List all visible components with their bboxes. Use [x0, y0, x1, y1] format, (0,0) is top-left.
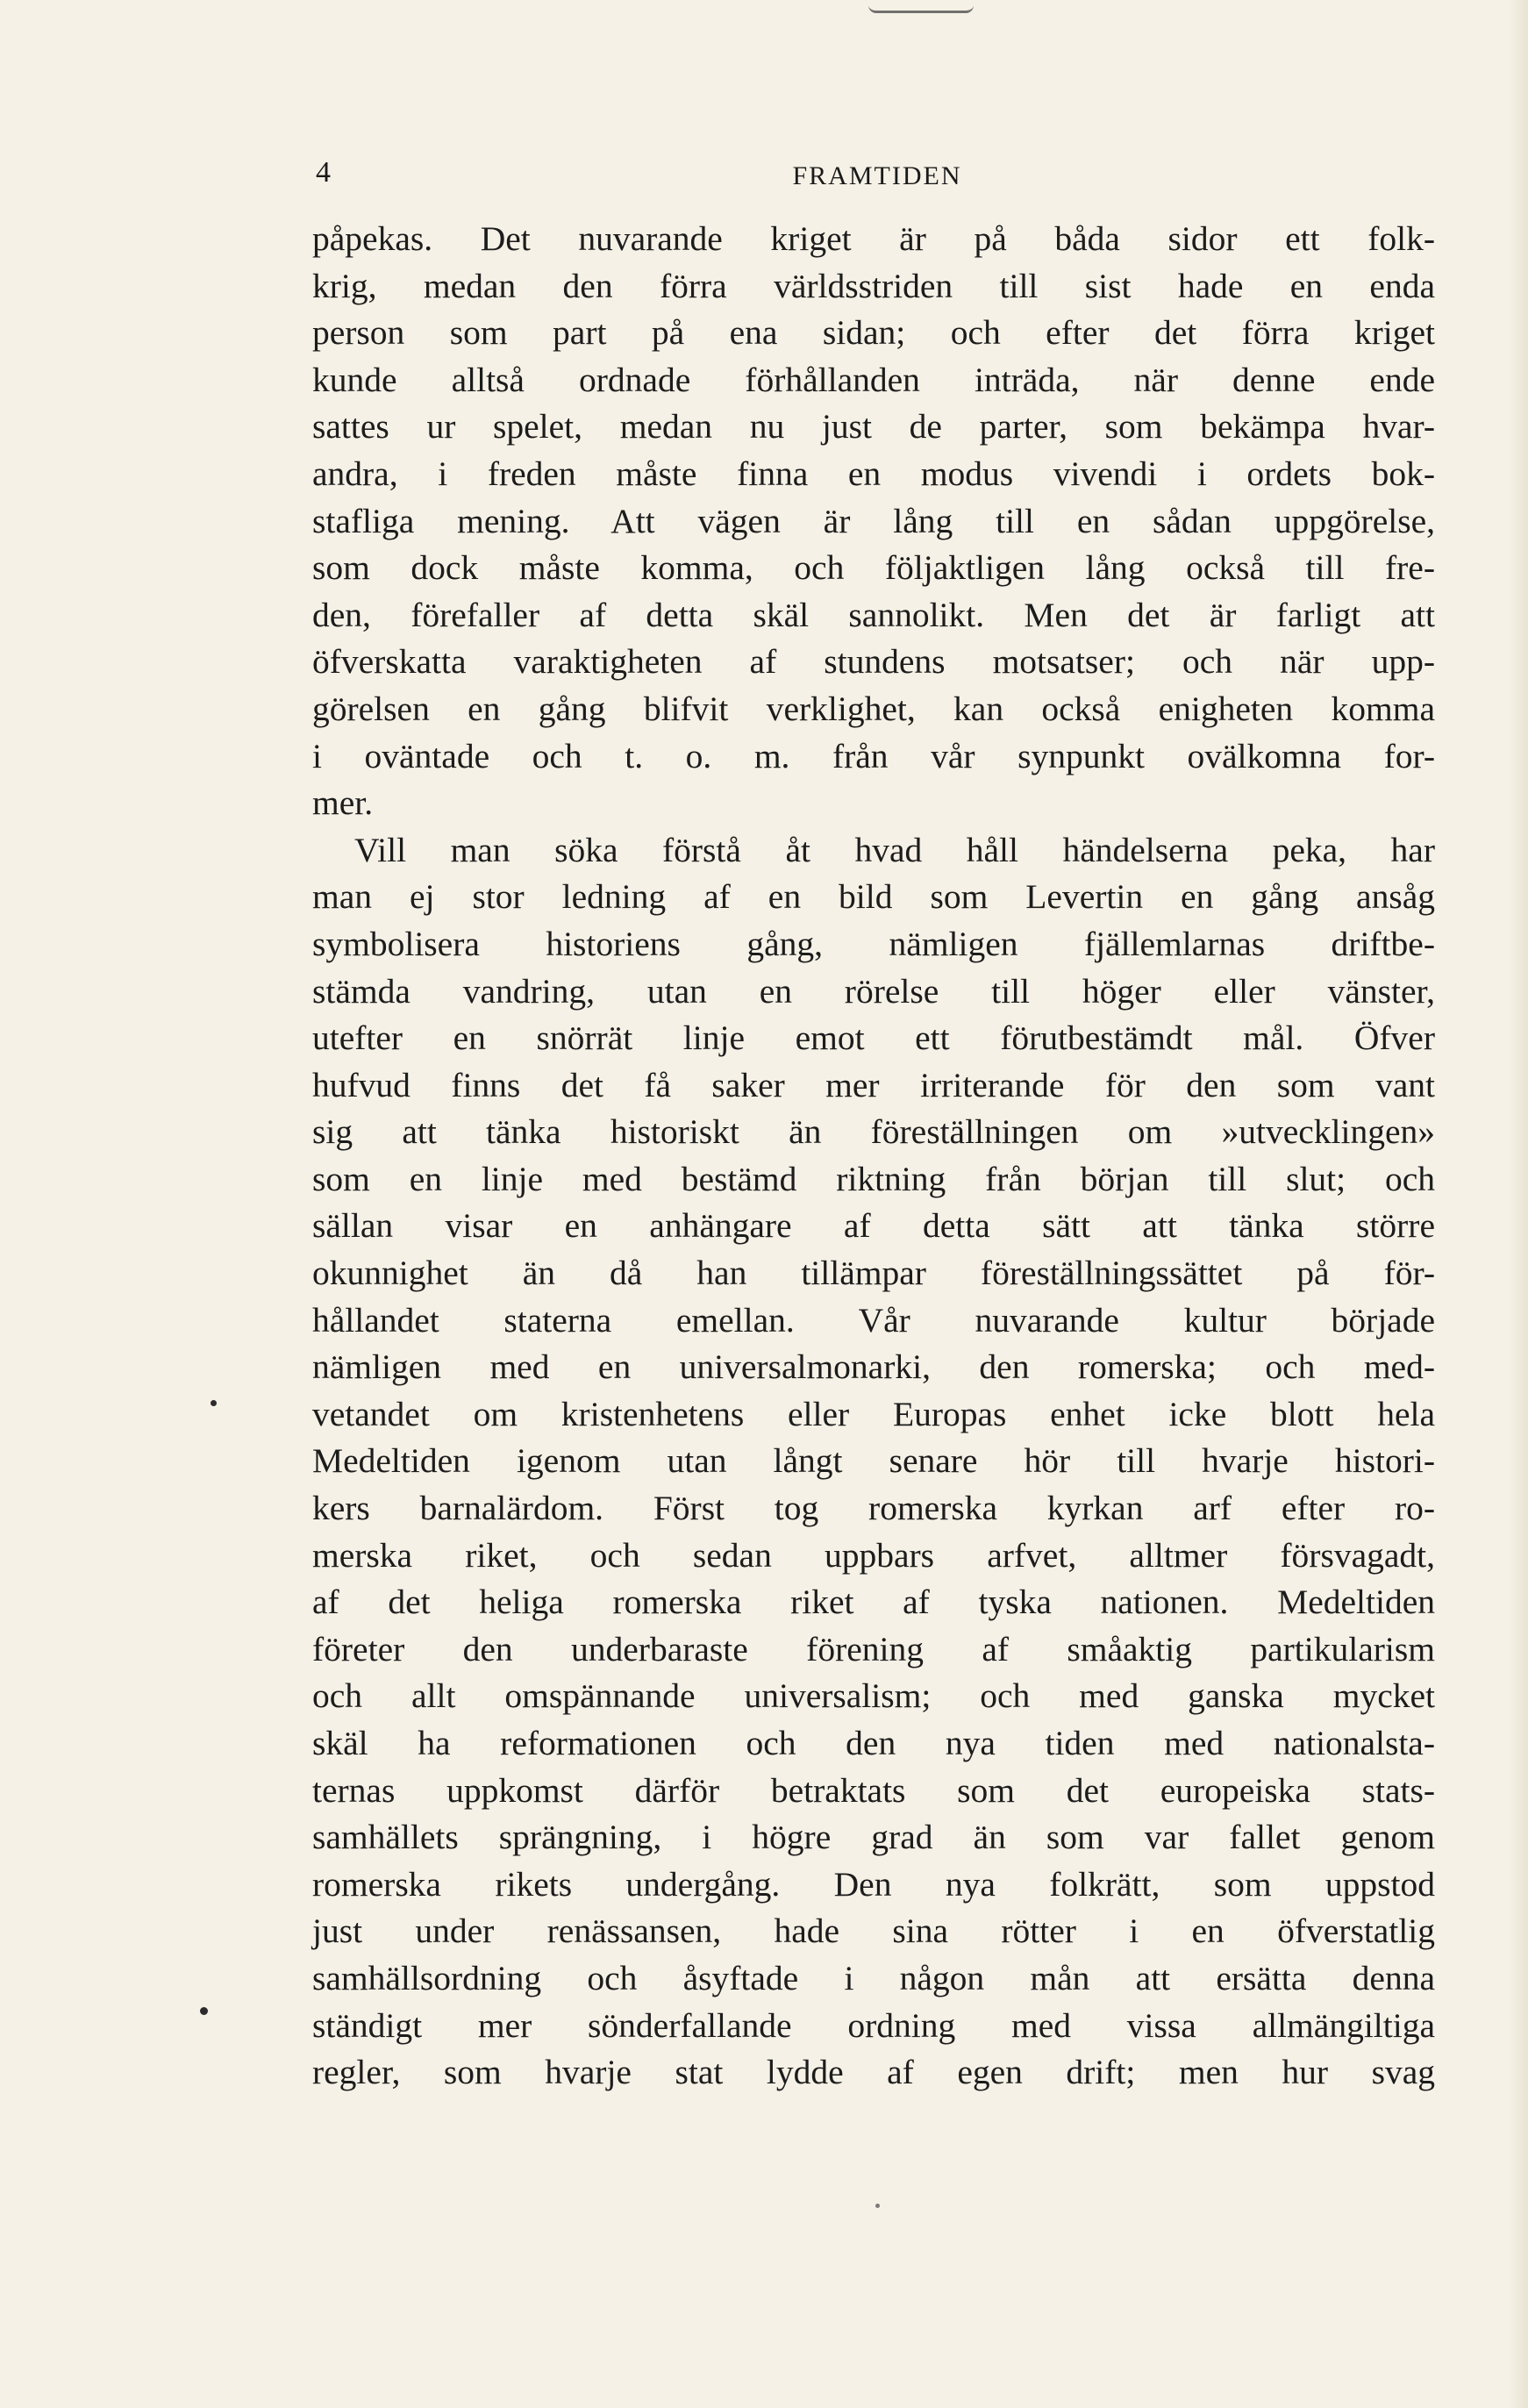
text-line: merska riket, och sedan uppbars arfvet, alltmer försvagadt, — [312, 1535, 1435, 1575]
text-line: stämda vandring, utan en rörelse till höger eller vänster, — [312, 971, 1435, 1011]
text-line: som dock måste komma, och följaktligen lång också till fre- — [312, 548, 1435, 588]
text-line: ständigt mer sönderfallande ordning med vissa allmängiltiga — [312, 2005, 1435, 2045]
running-title: FRAMTIDEN — [792, 161, 962, 190]
text-line: stafliga mening. Att vägen är lång till en sådan uppgörelse, — [312, 501, 1435, 540]
text-line: sattes ur spelet, medan nu just de parter, som bekämpa hvar- — [312, 407, 1435, 447]
paragraph-2 — [312, 827, 1435, 2097]
text-line: af det heliga romerska riket af tyska nationen. Medeltiden — [312, 1583, 1435, 1622]
page-edge-shadow — [1509, 0, 1528, 2408]
text-line: och allt omspännande universalism; och med ganska mycket — [312, 1676, 1435, 1716]
ink-speck — [211, 1400, 217, 1406]
text-line: den, förefaller af detta skäl sannolikt. Men det är farligt att — [312, 595, 1435, 634]
page-header — [316, 156, 1439, 209]
text-line: påpekas. Det nuvarande kriget är på båda sidor ett folk- — [312, 219, 1435, 258]
text-line: ternas uppkomst därför betraktats som det europeiska stats- — [312, 1770, 1435, 1810]
text-line: regler, som hvarje stat lydde af egen drift; men hur svag — [312, 2053, 1435, 2092]
text-line: företer den underbaraste förening af småaktig partikularism — [312, 1629, 1435, 1668]
text-line: sällan visar en anhängare af detta sätt att tänka större — [312, 1206, 1435, 1246]
paragraph-1 — [312, 216, 1435, 827]
text-line: vetandet om kristenhetens eller Europas enhet icke blott hela — [312, 1394, 1435, 1433]
text-line: samhällets sprängning, i högre grad än som var fallet genom — [312, 1818, 1435, 1857]
ink-speck — [200, 2007, 208, 2015]
text-line: mer. — [312, 783, 374, 823]
ink-speck — [875, 2204, 880, 2208]
text-line: person som part på ena sidan; och efter det förra kriget — [312, 313, 1435, 353]
text-line: nämligen med en universalmonarki, den romerska; och med- — [312, 1347, 1435, 1387]
body-text — [312, 216, 1435, 2097]
text-line: kers barnalärdom. Först tog romerska kyrkan arf efter ro- — [312, 1489, 1435, 1528]
text-line: öfverskatta varaktigheten af stundens motsatser; och när upp- — [312, 642, 1435, 682]
page-number: 4 — [316, 156, 331, 189]
text-line: sig att tänka historiskt än föreställningen om »utvecklingen» — [312, 1112, 1435, 1152]
text-line: skäl ha reformationen och den nya tiden med nationalsta- — [312, 1724, 1435, 1762]
text-line: Vill man söka förstå åt hvad håll händelserna peka, har — [354, 830, 1435, 869]
text-line: hållandet staterna emellan. Vår nuvarande kultur började — [312, 1300, 1435, 1340]
text-line: som en linje med bestämd riktning från början till slut; och — [312, 1159, 1435, 1198]
text-line: samhällsordning och åsyftade i någon mån att ersätta denna — [312, 1958, 1435, 1997]
text-line: görelsen en gång blifvit verklighet, kan också enigheten komma — [312, 689, 1435, 728]
text-line: andra, i freden måste finna en modus vivendi i ordets bok- — [312, 454, 1435, 493]
text-line: okunnighet än då han tillämpar föreställningssättet på för- — [312, 1254, 1435, 1293]
binding-mark — [868, 5, 974, 13]
text-line: Medeltiden igenom utan långt senare hör till hvarje histori- — [312, 1441, 1435, 1481]
text-line: utefter en snörrät linje emot ett förutbestämdt mål. Öfver — [312, 1018, 1435, 1058]
text-line: romerska rikets undergång. Den nya folkrätt, som uppstod — [312, 1864, 1435, 1904]
text-line: man ej stor ledning af en bild som Levertin en gång ansåg — [312, 877, 1435, 917]
text-line: hufvud finns det få saker mer irriterande för den som vant — [312, 1065, 1435, 1104]
text-line: krig, medan den förra världsstriden till sist hade en enda — [312, 266, 1435, 305]
text-line: i oväntade och t. o. m. från vår synpunkt ovälkomna for- — [312, 736, 1435, 775]
text-line: symbolisera historiens gång, nämligen fjällemlarnas driftbe- — [312, 924, 1435, 963]
text-line: just under renässansen, hade sina rötter i en öfverstatlig — [312, 1911, 1435, 1951]
text-line: kunde alltså ordnade förhållanden inträda, när denne ende — [312, 360, 1435, 399]
